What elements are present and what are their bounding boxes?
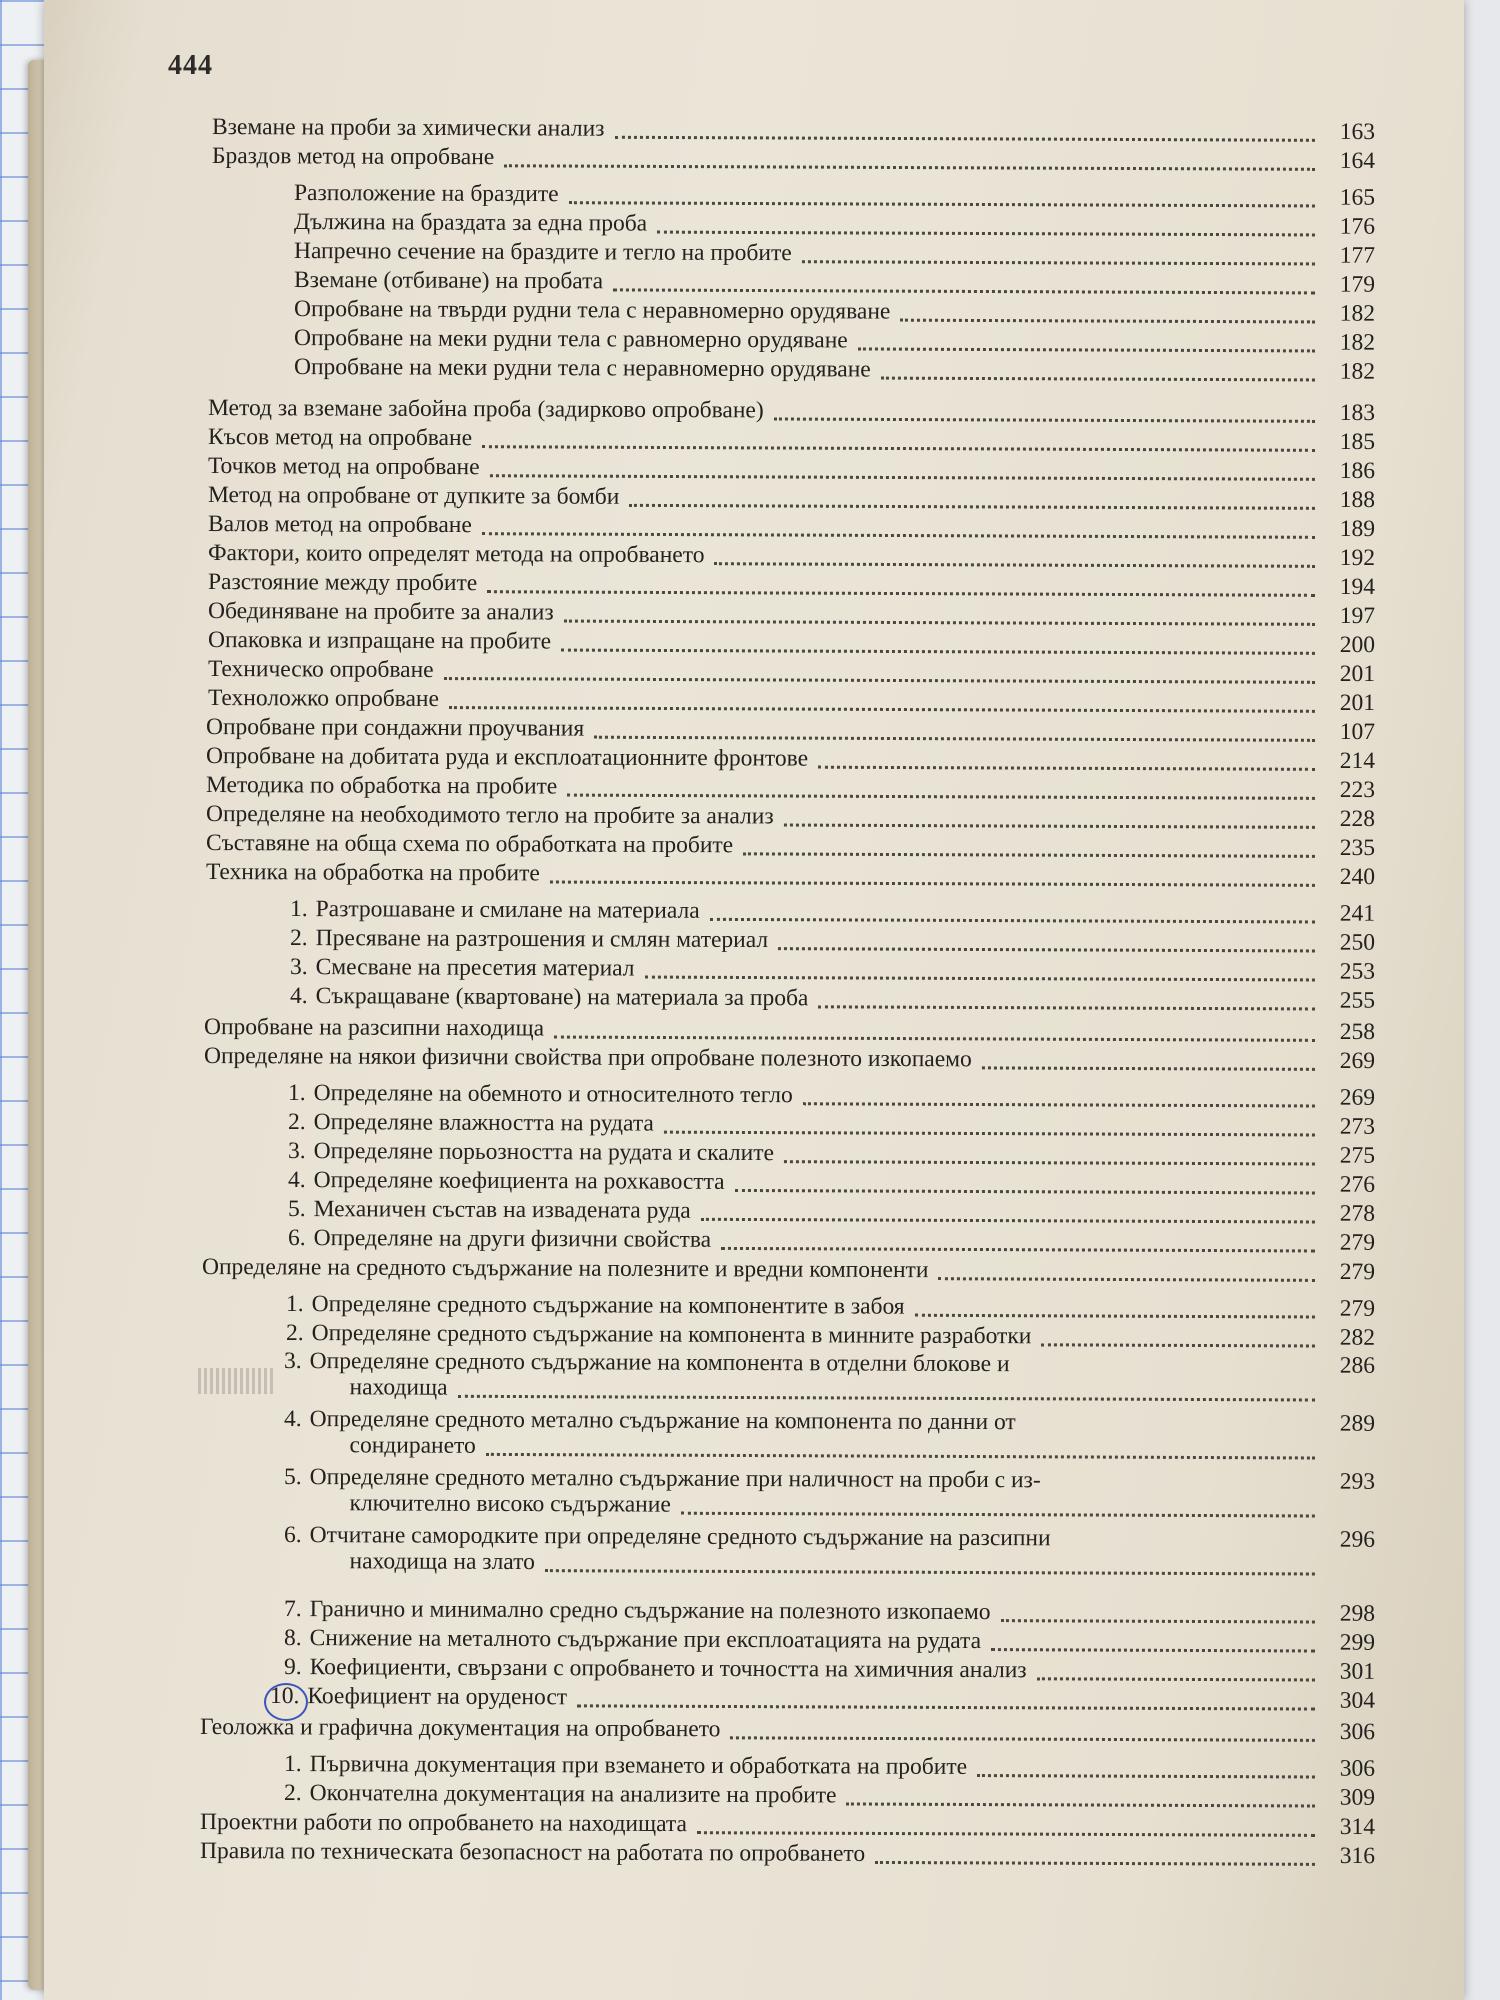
toc-entry-title: Определяне на необходимото тегло на пробите за анализ <box>205 801 774 830</box>
toc-entry-page: 186 <box>1339 457 1376 485</box>
dot-leader <box>554 1035 1315 1041</box>
toc-entry-title: Вземане на проби за химически анализ <box>211 114 605 142</box>
toc-entry-title-line2: сондирането <box>349 1432 476 1459</box>
toc-entry-number: 2. <box>287 1109 306 1136</box>
dot-leader <box>561 648 1315 654</box>
dot-leader <box>550 880 1315 886</box>
dot-leader <box>487 590 1315 597</box>
dot-leader <box>818 1005 1315 1010</box>
toc-entry-title: Опробване на меки рудни тела с неравномерно орудяване <box>293 354 871 383</box>
toc-entry-multiline <box>284 1464 1375 1521</box>
toc-entry-number: 5. <box>287 1196 306 1223</box>
dot-leader <box>710 917 1315 923</box>
dot-leader <box>982 1066 1315 1070</box>
toc-entry <box>288 1108 1375 1141</box>
toc-entry <box>290 895 1375 928</box>
toc-entry-title: Първична документация при вземането и обработката на пробите <box>309 1751 968 1780</box>
faded-stamp-mark <box>198 1368 276 1394</box>
dot-leader <box>784 1160 1315 1165</box>
dot-leader <box>458 1394 1315 1401</box>
dot-leader <box>803 1102 1315 1107</box>
dot-leader <box>802 260 1315 265</box>
dot-leader <box>490 474 1315 481</box>
toc-entry-page: 306 <box>1339 1718 1376 1746</box>
toc-entry-page: 223 <box>1339 776 1376 804</box>
toc-entry-title: Техническо опробване <box>207 656 434 683</box>
toc-entry <box>294 208 1375 241</box>
toc-entry-multiline <box>284 1522 1375 1579</box>
toc-entry-title: Разположение на браздите <box>293 180 559 208</box>
toc-entry <box>208 626 1375 659</box>
toc-entry-page: 182 <box>1339 358 1376 385</box>
dot-leader <box>564 619 1315 625</box>
toc-entry-title: Снижение на металното съдържание при експлоатацията на рудата <box>309 1625 982 1655</box>
toc-entry <box>206 858 1375 891</box>
toc-entry <box>206 829 1375 862</box>
toc-entry-page: 197 <box>1339 602 1376 630</box>
toc-entry-page: 293 <box>1339 1468 1376 1495</box>
toc-entry <box>200 1837 1375 1870</box>
dot-leader <box>577 1704 1315 1710</box>
toc-entry <box>288 1195 1375 1228</box>
toc-entry-page: 107 <box>1339 718 1376 746</box>
toc-entry-title: Опробване на твърди рудни тела с неравномерно орудяване <box>293 296 891 325</box>
toc-entry-title: Определяне на други физични свойства <box>313 1225 712 1253</box>
toc-entry-title: Окончателна документация на анализите на пробите <box>309 1780 837 1809</box>
toc-entry-title-line2: находища <box>349 1374 448 1401</box>
toc-entry-title: Пресяване на разтрошения и смлян материал <box>315 925 769 954</box>
toc-entry-page: 301 <box>1339 1658 1376 1685</box>
toc-entry-line2 <box>310 1432 1375 1463</box>
toc-entry-title: Опробване на добитата руда и експлоатационните фронтове <box>205 743 809 772</box>
toc-entry-number: 6. <box>284 1522 302 1549</box>
toc-entry-title: Валов метод на опробване <box>207 511 472 539</box>
toc-entry-page: 201 <box>1339 660 1376 688</box>
dot-leader <box>915 1313 1315 1318</box>
toc-entry-number: 1. <box>287 1080 306 1107</box>
dot-leader <box>701 1217 1315 1223</box>
toc-entry-title: Точков метод на опробване <box>207 453 480 481</box>
toc-entry-title: Определяне средното съдържание на компонента в минните разработки <box>311 1320 1032 1350</box>
toc-entry-page: 165 <box>1339 184 1376 211</box>
toc-entry-page: 179 <box>1339 271 1376 298</box>
toc-entry <box>270 1682 1375 1715</box>
toc-entry-title: Разстояние между пробите <box>207 569 478 597</box>
toc-entry-title: Браздов метод на опробване <box>211 143 495 171</box>
toc-entry <box>208 510 1375 543</box>
toc-entry <box>284 1779 1375 1812</box>
dot-leader <box>1041 1343 1315 1347</box>
toc-entry-title-line2: ключително високо съдържание <box>349 1490 671 1518</box>
toc-entry-text <box>310 1522 1376 1579</box>
toc-entry-number: 4. <box>284 1406 302 1433</box>
toc-entry-title: Правила по техническата безопасност на работата по опробването <box>199 1838 866 1867</box>
toc-entry-line2 <box>310 1374 1375 1405</box>
toc-entry <box>204 1013 1375 1046</box>
dot-leader <box>486 1452 1315 1459</box>
toc-entry-page: 279 <box>1339 1229 1376 1256</box>
toc-entry-page: 275 <box>1339 1142 1376 1169</box>
dot-leader <box>614 135 1314 141</box>
toc-entry <box>212 113 1375 146</box>
toc-entry-title: Геоложка и графична документация на опробването <box>199 1714 721 1743</box>
toc-entry <box>208 539 1375 572</box>
toc-entry-title: Разтрошаване и смилане на материала <box>315 896 700 924</box>
toc-entry <box>212 142 1375 175</box>
toc-entry <box>284 1624 1375 1657</box>
dot-leader <box>778 947 1315 952</box>
toc-entry-number: 2. <box>283 1780 302 1807</box>
toc-entry-title: Метод на опробване от дупките за бомби <box>207 482 620 510</box>
dot-leader <box>482 532 1315 539</box>
toc-entry-line2 <box>310 1548 1375 1579</box>
dot-leader <box>567 793 1315 799</box>
page-number: 444 <box>168 50 213 81</box>
toc-entry-text <box>310 1406 1376 1463</box>
toc-entry-text <box>310 1348 1376 1405</box>
toc-entry-title: Проектни работи по опробването на находищата <box>199 1809 687 1838</box>
toc-entry <box>290 953 1375 986</box>
toc-entry <box>294 324 1375 357</box>
toc-entry-page: 241 <box>1339 900 1376 927</box>
toc-entry <box>206 713 1375 746</box>
toc-entry-page: 296 <box>1339 1526 1376 1553</box>
toc-entry-page: 192 <box>1339 544 1376 572</box>
dot-leader <box>504 164 1315 171</box>
toc-entry <box>208 452 1375 485</box>
toc-entry-number: 10. <box>269 1683 300 1710</box>
toc-entry-title-line1: Определяне средното метално съдържание на компонента по данни от <box>309 1406 1016 1436</box>
dot-leader <box>629 503 1315 509</box>
toc-entry <box>290 924 1375 957</box>
toc-entry <box>288 1079 1375 1112</box>
toc-entry <box>202 1253 1375 1286</box>
toc-entry <box>208 423 1375 456</box>
toc-entry-page: 182 <box>1339 300 1376 327</box>
toc-entry-number: 1. <box>289 896 308 923</box>
toc-entry <box>288 1224 1375 1257</box>
toc-entry-page: 269 <box>1339 1047 1376 1075</box>
dot-leader <box>545 1569 1315 1575</box>
dot-leader <box>482 445 1315 452</box>
dot-leader <box>730 1736 1315 1742</box>
toc-entry-page: 279 <box>1339 1295 1376 1322</box>
toc-entry <box>206 771 1375 804</box>
toc-entry <box>208 655 1375 688</box>
toc-entry-page: 298 <box>1339 1600 1376 1627</box>
dot-leader <box>1037 1677 1315 1681</box>
dot-leader <box>721 1246 1315 1252</box>
toc-entry-page: 282 <box>1339 1324 1376 1351</box>
toc-entry <box>208 481 1375 514</box>
toc-entry-page: 304 <box>1339 1687 1376 1714</box>
dot-leader <box>774 417 1315 422</box>
toc-entry <box>208 684 1375 717</box>
toc-entry <box>288 1137 1375 1170</box>
toc-entry-page: 183 <box>1339 399 1376 427</box>
toc-entry-page: 269 <box>1339 1084 1376 1111</box>
toc-entry-number: 4. <box>289 983 308 1010</box>
toc-entry <box>200 1713 1375 1746</box>
toc-entry <box>204 1042 1375 1075</box>
toc-entry-page: 279 <box>1339 1258 1376 1286</box>
toc-entry-page: 176 <box>1339 213 1376 240</box>
dot-leader <box>657 230 1315 236</box>
toc-entry <box>284 1595 1375 1628</box>
toc-entry-title-line1: Определяне средното съдържание на компонента в отделни блокове и <box>309 1348 1010 1378</box>
toc-entry <box>208 394 1375 427</box>
toc-entry-number: 2. <box>289 925 308 952</box>
toc-entry-page: 214 <box>1339 747 1376 775</box>
toc-entry <box>294 179 1375 212</box>
toc-entry-page: 299 <box>1339 1629 1376 1656</box>
dot-leader <box>938 1277 1315 1282</box>
toc-entry-title: Определяне на средното съдържание на полезните и вредни компоненти <box>201 1254 929 1284</box>
toc-entry-number: 2. <box>285 1320 304 1347</box>
toc-entry-title: Съкращаване (квартоване) на материала за проба <box>315 983 809 1012</box>
toc-entry-title-line1: Отчитане самородките при определяне средното съдържание на разсипни <box>309 1522 1051 1552</box>
toc-entry <box>290 982 1375 1015</box>
toc-entry-title: Технолoжко опробване <box>207 685 439 713</box>
toc-entry-number: 3. <box>287 1138 306 1165</box>
dot-leader <box>444 677 1315 684</box>
toc-entry-page: 286 <box>1339 1352 1376 1379</box>
toc-entry <box>294 237 1375 270</box>
dot-leader <box>681 1511 1315 1517</box>
pen-circle-mark <box>264 1683 308 1721</box>
toc-entry-number: 1. <box>283 1751 302 1778</box>
toc-entry-title: Дължина на браздата за една проба <box>293 209 648 237</box>
toc-entry-page: 188 <box>1339 486 1376 514</box>
toc-entry-title: Определяне влажността на рудата <box>313 1109 654 1137</box>
toc-entry-title: Вземане (отбиване) на пробата <box>293 267 604 295</box>
dot-leader <box>900 318 1315 323</box>
toc-entry-page: 309 <box>1339 1784 1376 1811</box>
toc-entry-page: 316 <box>1339 1842 1376 1870</box>
toc-entry-number: 4. <box>287 1167 306 1194</box>
toc-entry-page: 200 <box>1339 631 1376 659</box>
toc-entry-line2 <box>310 1490 1375 1521</box>
toc-entry-page: 240 <box>1339 863 1376 891</box>
toc-entry <box>294 295 1375 328</box>
toc-entry <box>206 800 1375 833</box>
dot-leader <box>977 1774 1315 1778</box>
toc-entry-page: 314 <box>1339 1813 1376 1841</box>
toc-entry <box>294 266 1375 299</box>
toc-entry-page: 228 <box>1339 805 1376 833</box>
toc-entry-number: 6. <box>287 1225 306 1252</box>
toc-entry-number: 9. <box>283 1654 302 1681</box>
toc-entry-page: 194 <box>1339 573 1376 601</box>
dot-leader <box>594 735 1315 741</box>
toc-entry-page: 177 <box>1339 242 1376 269</box>
toc-entry-title: Определяне на обемното и относителното тегло <box>313 1080 793 1109</box>
toc-entry-title: Късов метод на опробване <box>207 424 473 452</box>
toc-entry-page: 306 <box>1339 1755 1376 1782</box>
toc-entry-multiline <box>284 1406 1375 1463</box>
toc-entry-title: Опробване на разсипни находища <box>203 1014 545 1042</box>
dot-leader <box>714 562 1315 568</box>
toc-entry-number: 1. <box>285 1291 304 1318</box>
dot-leader <box>1001 1619 1315 1623</box>
dot-leader <box>569 201 1315 207</box>
toc-entry-page: 276 <box>1339 1171 1376 1198</box>
toc-entry-title: Напречно сечение на браздите и тегло на пробите <box>293 238 792 267</box>
toc-entry <box>208 597 1375 630</box>
toc-entry-page: 273 <box>1339 1113 1376 1140</box>
toc-entry <box>286 1319 1375 1352</box>
dot-leader <box>784 823 1315 828</box>
toc-entry-number: 7. <box>283 1596 302 1623</box>
toc-entry-page: 182 <box>1339 329 1376 356</box>
toc-entry-title-line1: Определяне средното метално съдържание при наличност на проби с из- <box>309 1464 1041 1494</box>
toc-entry-page: 235 <box>1339 834 1376 862</box>
toc-entry-title: Обединяване на пробите за анализ <box>207 598 554 626</box>
toc-entry-title: Метод за вземане забойна проба (задирково опробване) <box>207 395 764 424</box>
toc-entry-number: 8. <box>283 1625 302 1652</box>
toc-entry-title: Механичен състав на извадената руда <box>313 1196 691 1224</box>
toc-entry-number: 3. <box>284 1348 302 1375</box>
toc-entry-text <box>310 1464 1376 1521</box>
toc-entry-page: 255 <box>1339 987 1376 1014</box>
dot-leader <box>449 706 1315 713</box>
toc-entry-title-line2: находища на злато <box>349 1548 535 1576</box>
toc-entry-title: Методика по обработка на пробите <box>205 772 558 800</box>
toc-entry-title: Опробване на меки рудни тела с равномерно орудяване <box>293 325 848 354</box>
toc-entry <box>206 742 1375 775</box>
toc-entry-title: Определяне порьозността на рудата и скалите <box>313 1138 775 1167</box>
dot-leader <box>846 1802 1315 1807</box>
toc-entry-page: 201 <box>1339 689 1376 717</box>
toc-entry-multiline <box>284 1348 1375 1405</box>
dot-leader <box>645 975 1315 981</box>
toc-entry-title: Опробване при сондажни проучвания <box>205 714 585 742</box>
toc-entry-title: Коефициент на оруденост <box>307 1683 568 1711</box>
toc-entry-number: 3. <box>289 954 308 981</box>
toc-entry-title: Определяне коефициента на рохкавостта <box>313 1167 725 1195</box>
toc-entry-page: 185 <box>1339 428 1376 456</box>
toc-entry-page: 163 <box>1339 118 1376 146</box>
toc-entry-title: Опаковка и изпращане на пробите <box>207 627 552 655</box>
toc-entry-title: Съставяне на обща схема по обработката на пробите <box>205 830 734 859</box>
dot-leader <box>818 765 1315 770</box>
toc-entry-title: Смесване на пресетия материал <box>315 954 635 982</box>
toc-entry <box>294 353 1375 386</box>
dot-leader <box>875 1860 1315 1865</box>
toc-entry-page: 250 <box>1339 929 1376 956</box>
dot-leader <box>991 1648 1315 1652</box>
toc-entry <box>286 1290 1375 1323</box>
dot-leader <box>743 852 1315 857</box>
toc-entry-title: Определяне средното съдържание на компонентите в забоя <box>311 1291 905 1320</box>
toc-entry <box>208 568 1375 601</box>
toc-entry-title: Фактори, които определят метода на опробването <box>207 540 705 569</box>
dot-leader <box>881 376 1315 381</box>
dot-leader <box>613 288 1315 294</box>
dot-leader <box>858 347 1315 352</box>
toc-entry-page: 278 <box>1339 1200 1376 1227</box>
toc-entry-page: 189 <box>1339 515 1376 543</box>
toc-entry-page: 253 <box>1339 958 1376 985</box>
toc-entry-page: 258 <box>1339 1018 1376 1046</box>
dot-leader <box>735 1188 1315 1194</box>
toc-entry-title: Определяне на някои физични свойства при опробване полезното изкопаемо <box>203 1043 972 1073</box>
toc-entry-page: 164 <box>1339 147 1376 175</box>
dot-leader <box>697 1831 1315 1837</box>
toc-entry-number: 5. <box>284 1464 302 1491</box>
toc-entry <box>284 1750 1375 1783</box>
toc-entry <box>200 1808 1375 1841</box>
toc-entry <box>288 1166 1375 1199</box>
dot-leader <box>664 1130 1315 1136</box>
toc-entry-page: 289 <box>1339 1410 1376 1437</box>
toc-entry-title: Коефициенти, свързани с опробването и точността на химичния анализ <box>309 1654 1027 1684</box>
toc-entry <box>284 1653 1375 1686</box>
toc-entry-title: Гранично и минимално средно съдържание на полезното изкопаемо <box>309 1596 991 1626</box>
toc-entry-title: Техника на обработка на пробите <box>205 859 540 887</box>
